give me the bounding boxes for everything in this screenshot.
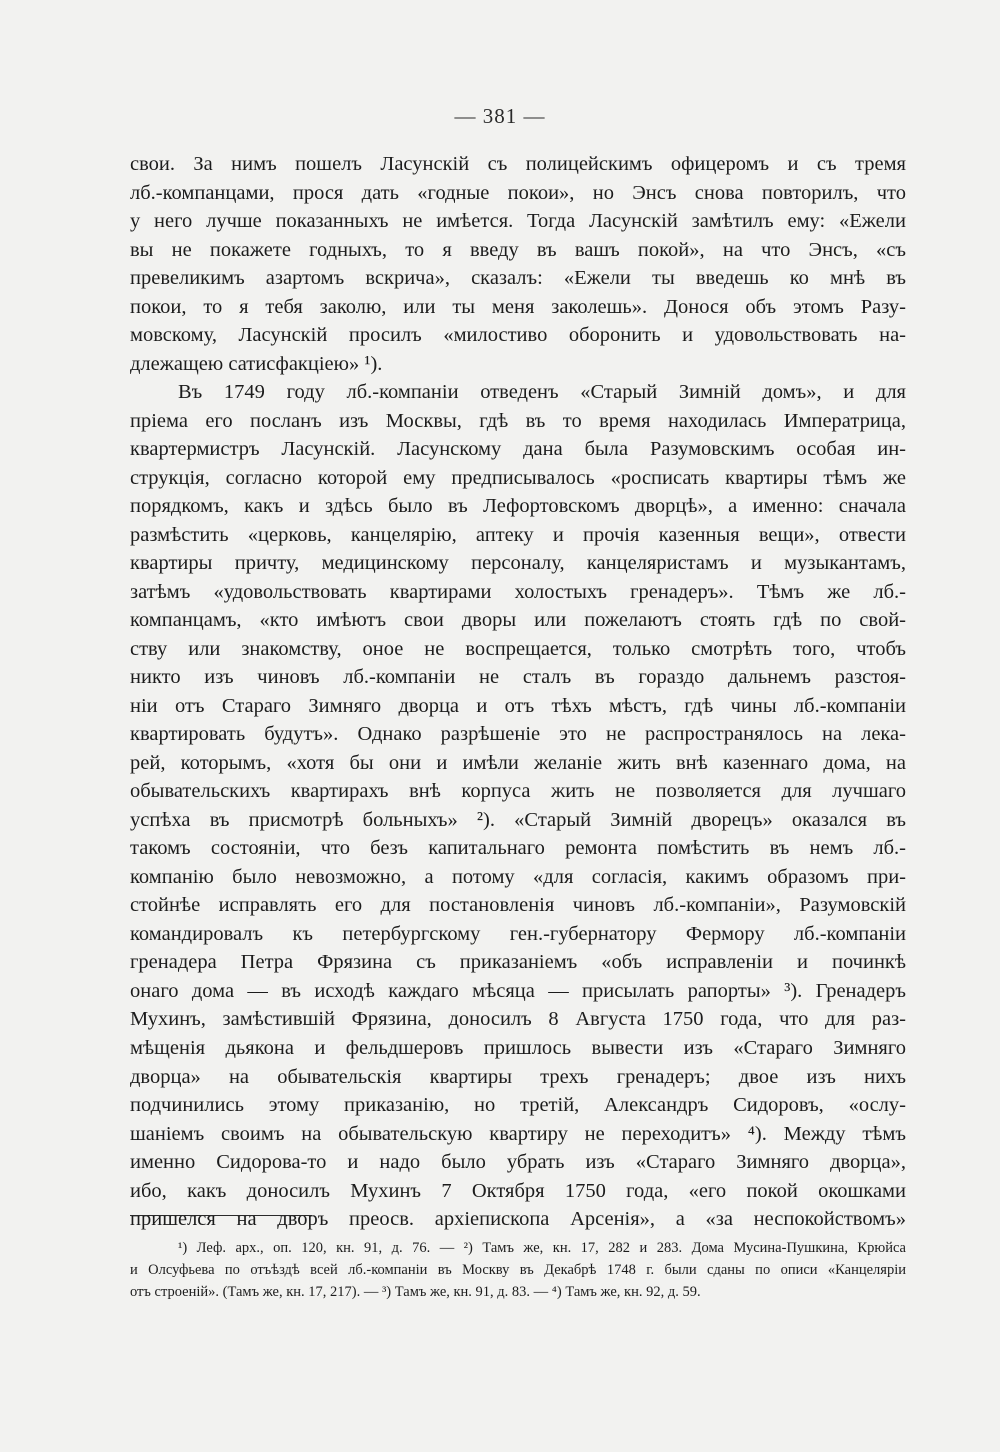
text-line: онаго дома — въ исходѣ каждаго мѣсяца — присылать рапорты» ³). Гренадеръ [130, 979, 906, 1002]
text-line: размѣстить «церковь, канцелярію, аптеку и прочія казенныя вещи», отвести [130, 523, 906, 546]
footnote-line: отъ строеній». (Тамъ же, кн. 17, 217). — ³) Тамъ же, кн. 91, д. 83. — ⁴) Тамъ же, кн. 92, д. 59. [130, 1284, 701, 1300]
text-line: компанію было невозможно, а потому «для согласія, какимъ образомъ при- [130, 865, 906, 888]
page-number: — 381 — [454, 104, 546, 128]
text-line: такомъ состояніи, что безъ капитальнаго ремонта помѣстить въ немъ лб.- [130, 837, 906, 860]
text-line: струкція, согласно которой ему предписывалось «росписать квартиры тѣмъ же [130, 466, 906, 489]
text-line: успѣха въ присмотрѣ больныхъ» ²). «Старый Зимній дворецъ» оказался въ [130, 808, 906, 831]
paragraph-first-line: Въ 1749 году лб.-компаніи отведенъ «Старый Зимній домъ», и для [178, 381, 906, 404]
footnote-divider [130, 1215, 312, 1216]
text-line: дворца» на обывательскія квартиры трехъ гренадеръ; двое изъ нихъ [130, 1065, 906, 1088]
text-line: командировалъ къ петербургскому ген.-губернатору Фермору лб.-компаніи [130, 922, 906, 945]
text-line: ибо, какъ доносилъ Мухинъ 7 Октября 1750 года, «его покой окошками [130, 1179, 906, 1202]
text-line: гренадера Петра Фрязина съ приказаніемъ «объ исправленіи и починкѣ [130, 951, 906, 974]
text-line: затѣмъ «удовольствовать квартирами холостыхъ гренадеръ». Тѣмъ же лб.- [130, 580, 906, 603]
text-line: обывательскихъ квартирахъ внѣ корпуса жить не позволяется для лучшаго [130, 780, 906, 803]
text-line: мовскому, Ласунскій просилъ «милостиво оборонить и удовольствовать на- [130, 324, 906, 347]
text-line: пріема его посланъ изъ Москвы, гдѣ въ то время находилась Императрица, [130, 409, 906, 432]
text-line: пришелся на дворъ преосв. архіепископа Арсенія», а «за неспокойствомъ» [130, 1208, 906, 1231]
text-line: квартермистръ Ласунскій. Ласунскому дана была Разумовскимъ особая ин- [130, 438, 906, 461]
text-line: компанцамъ, «кто имѣютъ свои дворы или пожелаютъ стоять гдѣ по свой- [130, 609, 906, 632]
text-line: у него лучше показанныхъ не имѣется. Тогда Ласунскій замѣтилъ ему: «Ежели [130, 210, 906, 233]
text-line: порядкомъ, какъ и здѣсь было въ Лефортовскомъ дворцѣ», а именно: сначала [130, 495, 906, 518]
text-line: квартиры причту, медицинскому персоналу, канцеляристамъ и музыкантамъ, [130, 552, 906, 575]
text-line: стойнѣе исправлять его для постановленія чиновъ лб.-компаніи», Разумовскій [130, 894, 906, 917]
text-line: именно Сидорова-то и надо было убрать изъ «Стараго Зимняго дворца», [130, 1151, 906, 1174]
footnote-line: и Олсуфьева по отъѣздѣ всей лб.-компаніи въ Москву въ Декабрѣ 1748 г. были сданы по описи «Канцеляріи [130, 1262, 906, 1278]
text-line: квартировать будутъ». Однако разрѣшеніе это не распространялось на лека- [130, 723, 906, 746]
text-line: вы не покажете годныхъ, то я введу въ вашъ покой», на что Энсъ, «съ [130, 238, 906, 261]
text-line: длежащею сатисфакціею» ¹). [130, 352, 383, 375]
text-line: Мухинъ, замѣстившій Фрязина, доносилъ 8 Августа 1750 года, что для раз- [130, 1008, 906, 1031]
text-line: превеликимъ азартомъ вскрича», сказалъ: «Ежели ты введешь ко мнѣ въ [130, 267, 906, 290]
footnote-line: ¹) Леф. арх., оп. 120, кн. 91, д. 76. — ²) Тамъ же, кн. 17, 282 и 283. Дома Мусина-Пушкина, Крюйса [178, 1240, 906, 1256]
text-line: рей, которымъ, «хотя бы они и имѣли желаніе жить внѣ казеннаго дома, на [130, 751, 906, 774]
text-line: подчинились этому приказанію, но третій, Александръ Сидоровъ, «ослу- [130, 1094, 906, 1117]
footnotes [130, 1237, 906, 1303]
text-line: ніи отъ Стараго Зимняго дворца и отъ тѣхъ мѣстъ, гдѣ чины лб.-компаніи [130, 694, 906, 717]
text-line: шаніемъ своимъ на обывательскую квартиру не переходитъ» ⁴). Между тѣмъ [130, 1122, 906, 1145]
main-text [130, 150, 906, 1234]
text-line: мѣщенія дьякона и фельдшеровъ пришлось вывести изъ «Стараго Зимняго [130, 1036, 906, 1059]
text-line: покои, то я тебя заколю, или ты меня заколешь». Донося объ этомъ Разу- [130, 295, 906, 318]
text-line: никто изъ чиновъ лб.-компаніи не сталъ въ гораздо дальнемъ разстоя- [130, 666, 906, 689]
text-line: лб.-компанцами, прося дать «годные покои», но Энсъ снова повторилъ, что [130, 181, 906, 204]
text-line: свои. За нимъ пошелъ Ласунскій съ полицейскимъ офицеромъ и съ тремя [130, 153, 906, 175]
text-line: ству или знакомству, оное не воспрещается, только смотрѣть того, чтобъ [130, 637, 906, 660]
